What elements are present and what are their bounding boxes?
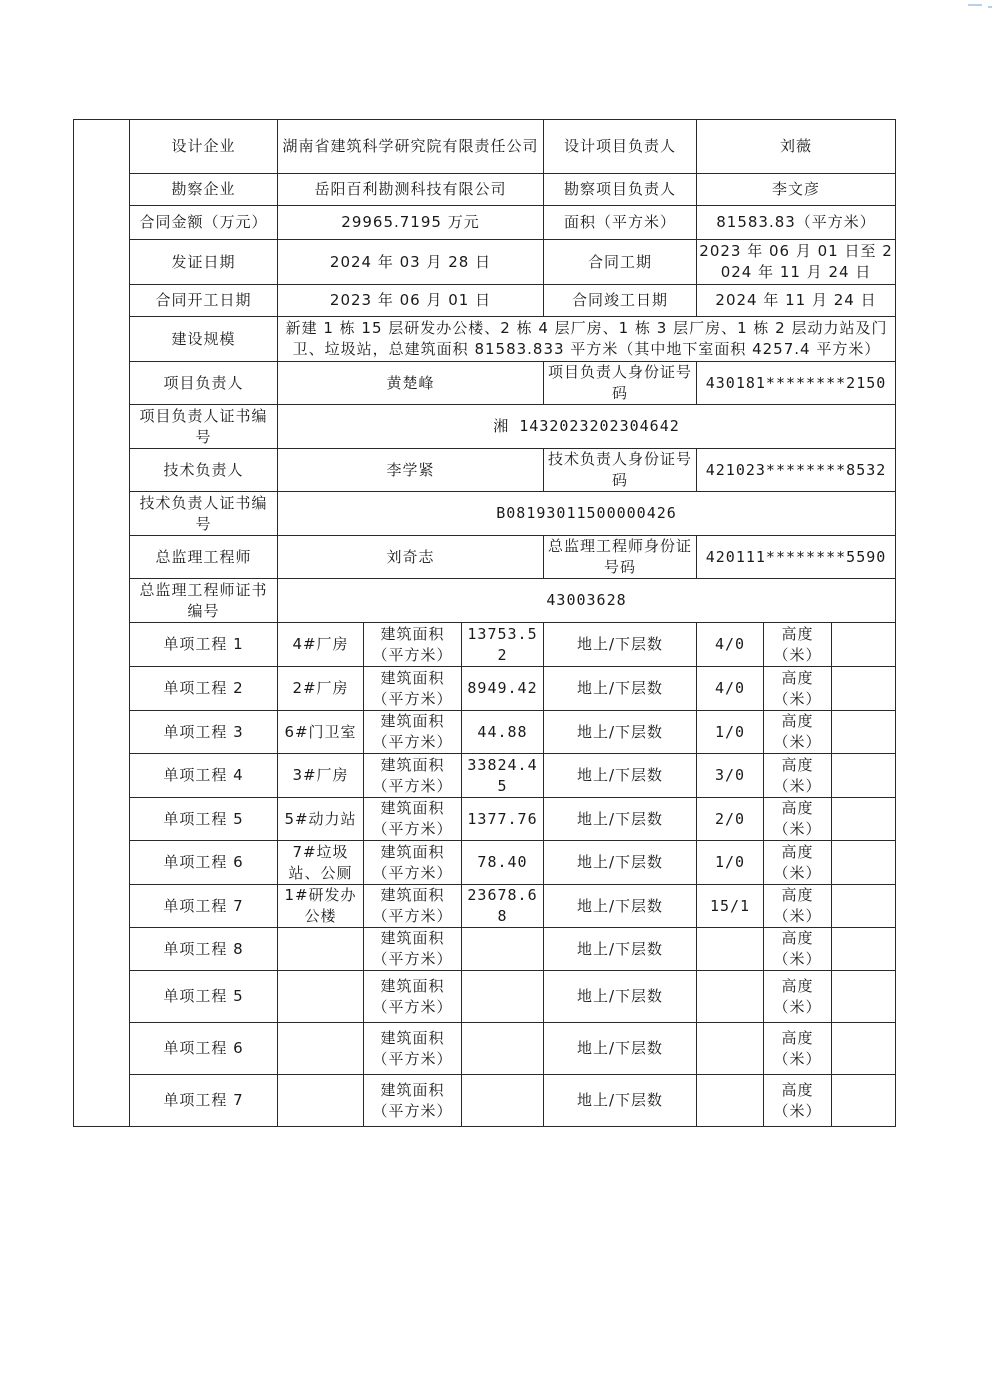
sub-project-name: 7#垃圾站、公厕: [278, 841, 364, 885]
survey-company-label: 勘察企业: [130, 174, 278, 206]
scale-value: 新建 1 栋 15 层研发办公楼、2 栋 4 层厂房、1 栋 3 层厂房、1 栋 2 层动力站及门卫、垃圾站，总建筑面积 81583.833 平方米（其中地下室面积 4257.4 平方米）: [278, 317, 896, 362]
sub-project-area: 1377.76: [462, 798, 544, 841]
pm-cert-label: 项目负责人证书编号: [130, 405, 278, 449]
sub-project-area-label: 建筑面积（平方米）: [364, 1075, 462, 1127]
sub-project-height: [832, 971, 896, 1023]
sub-project-area-label: 建筑面积（平方米）: [364, 798, 462, 841]
sub-project-floors-label: 地上/下层数: [544, 1023, 697, 1075]
start-date-value: 2023 年 06 月 01 日: [278, 285, 544, 317]
sub-project-area-label: 建筑面积（平方米）: [364, 885, 462, 928]
sub-project-height: [832, 623, 896, 667]
contract-amount-label: 合同金额（万元）: [130, 206, 278, 240]
contract-amount-value: 29965.7195 万元: [278, 206, 544, 240]
survey-leader-value: 李文彦: [697, 174, 896, 206]
sub-project-height: [832, 1075, 896, 1127]
sub-project-floors: 1/0: [697, 711, 764, 754]
sub-project-row: [74, 971, 896, 1023]
contract-period-label: 合同工期: [544, 240, 697, 285]
sub-project-floors: [697, 1023, 764, 1075]
chief-id-value: 420111********5590: [697, 536, 896, 579]
sub-project-row: [74, 754, 896, 798]
contract-period-value: 2023 年 06 月 01 日至 2024 年 11 月 24 日: [697, 240, 896, 285]
sub-project-label: 单项工程 7: [130, 885, 278, 928]
page-scan-mark: [968, 4, 982, 6]
design-leader-value: 刘薇: [697, 120, 896, 174]
sub-project-floors: 15/1: [697, 885, 764, 928]
sub-project-height: [832, 841, 896, 885]
sub-project-area: 8949.42: [462, 667, 544, 711]
tech-value: 李学紧: [278, 449, 544, 492]
sub-project-floors: 3/0: [697, 754, 764, 798]
sub-project-height-label: 高度（米）: [764, 754, 832, 798]
tech-cert-label: 技术负责人证书编号: [130, 492, 278, 536]
sub-project-area-label: 建筑面积（平方米）: [364, 1023, 462, 1075]
sub-project-area-label: 建筑面积（平方米）: [364, 971, 462, 1023]
sub-project-area: 78.40: [462, 841, 544, 885]
chief-cert-value: 43003628: [278, 579, 896, 623]
sub-project-height: [832, 885, 896, 928]
sub-project-height-label: 高度（米）: [764, 1075, 832, 1127]
sub-project-height: [832, 798, 896, 841]
sub-project-row: [74, 841, 896, 885]
start-date-label: 合同开工日期: [130, 285, 278, 317]
chief-cert-label: 总监理工程师证书编号: [130, 579, 278, 623]
sub-project-row: [74, 667, 896, 711]
sub-project-name: [278, 971, 364, 1023]
issue-date-value: 2024 年 03 月 28 日: [278, 240, 544, 285]
sub-project-name: [278, 928, 364, 971]
sub-project-height-label: 高度（米）: [764, 971, 832, 1023]
sub-project-height: [832, 711, 896, 754]
sub-project-label: 单项工程 7: [130, 1075, 278, 1127]
sub-project-height-label: 高度（米）: [764, 711, 832, 754]
sub-project-height-label: 高度（米）: [764, 841, 832, 885]
sub-project-name: 3#厂房: [278, 754, 364, 798]
sub-project-height-label: 高度（米）: [764, 798, 832, 841]
pm-id-label: 项目负责人身份证号码: [544, 362, 697, 405]
sub-project-label: 单项工程 3: [130, 711, 278, 754]
sub-project-row: [74, 1075, 896, 1127]
pm-value: 黄楚峰: [278, 362, 544, 405]
chief-value: 刘奇志: [278, 536, 544, 579]
pm-label: 项目负责人: [130, 362, 278, 405]
sub-project-name: [278, 1023, 364, 1075]
sub-project-area: [462, 928, 544, 971]
tech-cert-value: B08193011500000426: [278, 492, 896, 536]
sub-project-row: [74, 1023, 896, 1075]
chief-label: 总监理工程师: [130, 536, 278, 579]
project-info-table: [73, 119, 896, 1127]
sub-project-floors-label: 地上/下层数: [544, 885, 697, 928]
sub-project-label: 单项工程 2: [130, 667, 278, 711]
sub-project-height-label: 高度（米）: [764, 623, 832, 667]
sub-project-area-label: 建筑面积（平方米）: [364, 754, 462, 798]
sub-project-floors: 2/0: [697, 798, 764, 841]
finish-date-label: 合同竣工日期: [544, 285, 697, 317]
design-company-value: 湖南省建筑科学研究院有限责任公司: [278, 120, 544, 174]
sub-project-area-label: 建筑面积（平方米）: [364, 623, 462, 667]
sub-project-floors-label: 地上/下层数: [544, 754, 697, 798]
sub-project-name: [278, 1075, 364, 1127]
sub-project-floors-label: 地上/下层数: [544, 667, 697, 711]
sub-project-height-label: 高度（米）: [764, 928, 832, 971]
pm-id-value: 430181********2150: [697, 362, 896, 405]
sub-project-name: 2#厂房: [278, 667, 364, 711]
issue-date-label: 发证日期: [130, 240, 278, 285]
sub-project-floors-label: 地上/下层数: [544, 623, 697, 667]
sub-project-row: [74, 623, 896, 667]
sub-project-height-label: 高度（米）: [764, 667, 832, 711]
sub-project-floors: [697, 1075, 764, 1127]
sub-project-name: 6#门卫室: [278, 711, 364, 754]
tech-label: 技术负责人: [130, 449, 278, 492]
tech-id-value: 421023********8532: [697, 449, 896, 492]
sub-project-height: [832, 754, 896, 798]
sub-project-area-label: 建筑面积（平方米）: [364, 667, 462, 711]
area-value: 81583.83（平方米）: [697, 206, 896, 240]
sub-project-area: [462, 971, 544, 1023]
sub-project-floors-label: 地上/下层数: [544, 928, 697, 971]
design-company-label: 设计企业: [130, 120, 278, 174]
sub-project-row: [74, 711, 896, 754]
sub-project-floors-label: 地上/下层数: [544, 971, 697, 1023]
sub-project-floors-label: 地上/下层数: [544, 711, 697, 754]
sub-project-floors-label: 地上/下层数: [544, 798, 697, 841]
sub-project-area: 33824.45: [462, 754, 544, 798]
sub-project-area: [462, 1023, 544, 1075]
sub-project-label: 单项工程 6: [130, 1023, 278, 1075]
sub-project-name: 4#厂房: [278, 623, 364, 667]
sub-project-floors: 4/0: [697, 623, 764, 667]
sub-project-name: 5#动力站: [278, 798, 364, 841]
sub-project-height-label: 高度（米）: [764, 885, 832, 928]
sub-project-height-label: 高度（米）: [764, 1023, 832, 1075]
sub-project-area-label: 建筑面积（平方米）: [364, 711, 462, 754]
sub-project-floors-label: 地上/下层数: [544, 1075, 697, 1127]
sub-project-height: [832, 928, 896, 971]
survey-company-value: 岳阳百利勘测科技有限公司: [278, 174, 544, 206]
pm-cert-value: 湘 1432023202304642: [278, 405, 896, 449]
sub-project-height: [832, 1023, 896, 1075]
sub-project-row: [74, 928, 896, 971]
sub-project-floors: [697, 928, 764, 971]
sub-project-area: 13753.52: [462, 623, 544, 667]
sub-project-label: 单项工程 5: [130, 971, 278, 1023]
left-margin-cell: [74, 120, 130, 1127]
area-label: 面积（平方米）: [544, 206, 697, 240]
sub-project-row: [74, 798, 896, 841]
sub-project-floors: 4/0: [697, 667, 764, 711]
sub-project-label: 单项工程 6: [130, 841, 278, 885]
sub-project-row: [74, 885, 896, 928]
survey-leader-label: 勘察项目负责人: [544, 174, 697, 206]
sub-project-label: 单项工程 5: [130, 798, 278, 841]
page-scan-mark: [988, 6, 992, 8]
sub-project-floors: 1/0: [697, 841, 764, 885]
sub-project-floors: [697, 971, 764, 1023]
sub-project-label: 单项工程 1: [130, 623, 278, 667]
sub-project-area-label: 建筑面积（平方米）: [364, 928, 462, 971]
design-leader-label: 设计项目负责人: [544, 120, 697, 174]
sub-project-area: [462, 1075, 544, 1127]
sub-project-area: 44.88: [462, 711, 544, 754]
tech-id-label: 技术负责人身份证号码: [544, 449, 697, 492]
sub-project-floors-label: 地上/下层数: [544, 841, 697, 885]
chief-id-label: 总监理工程师身份证号码: [544, 536, 697, 579]
sub-project-area: 23678.68: [462, 885, 544, 928]
sub-project-label: 单项工程 8: [130, 928, 278, 971]
sub-project-area-label: 建筑面积（平方米）: [364, 841, 462, 885]
sub-project-name: 1#研发办公楼: [278, 885, 364, 928]
sub-project-label: 单项工程 4: [130, 754, 278, 798]
sub-project-height: [832, 667, 896, 711]
finish-date-value: 2024 年 11 月 24 日: [697, 285, 896, 317]
scale-label: 建设规模: [130, 317, 278, 362]
